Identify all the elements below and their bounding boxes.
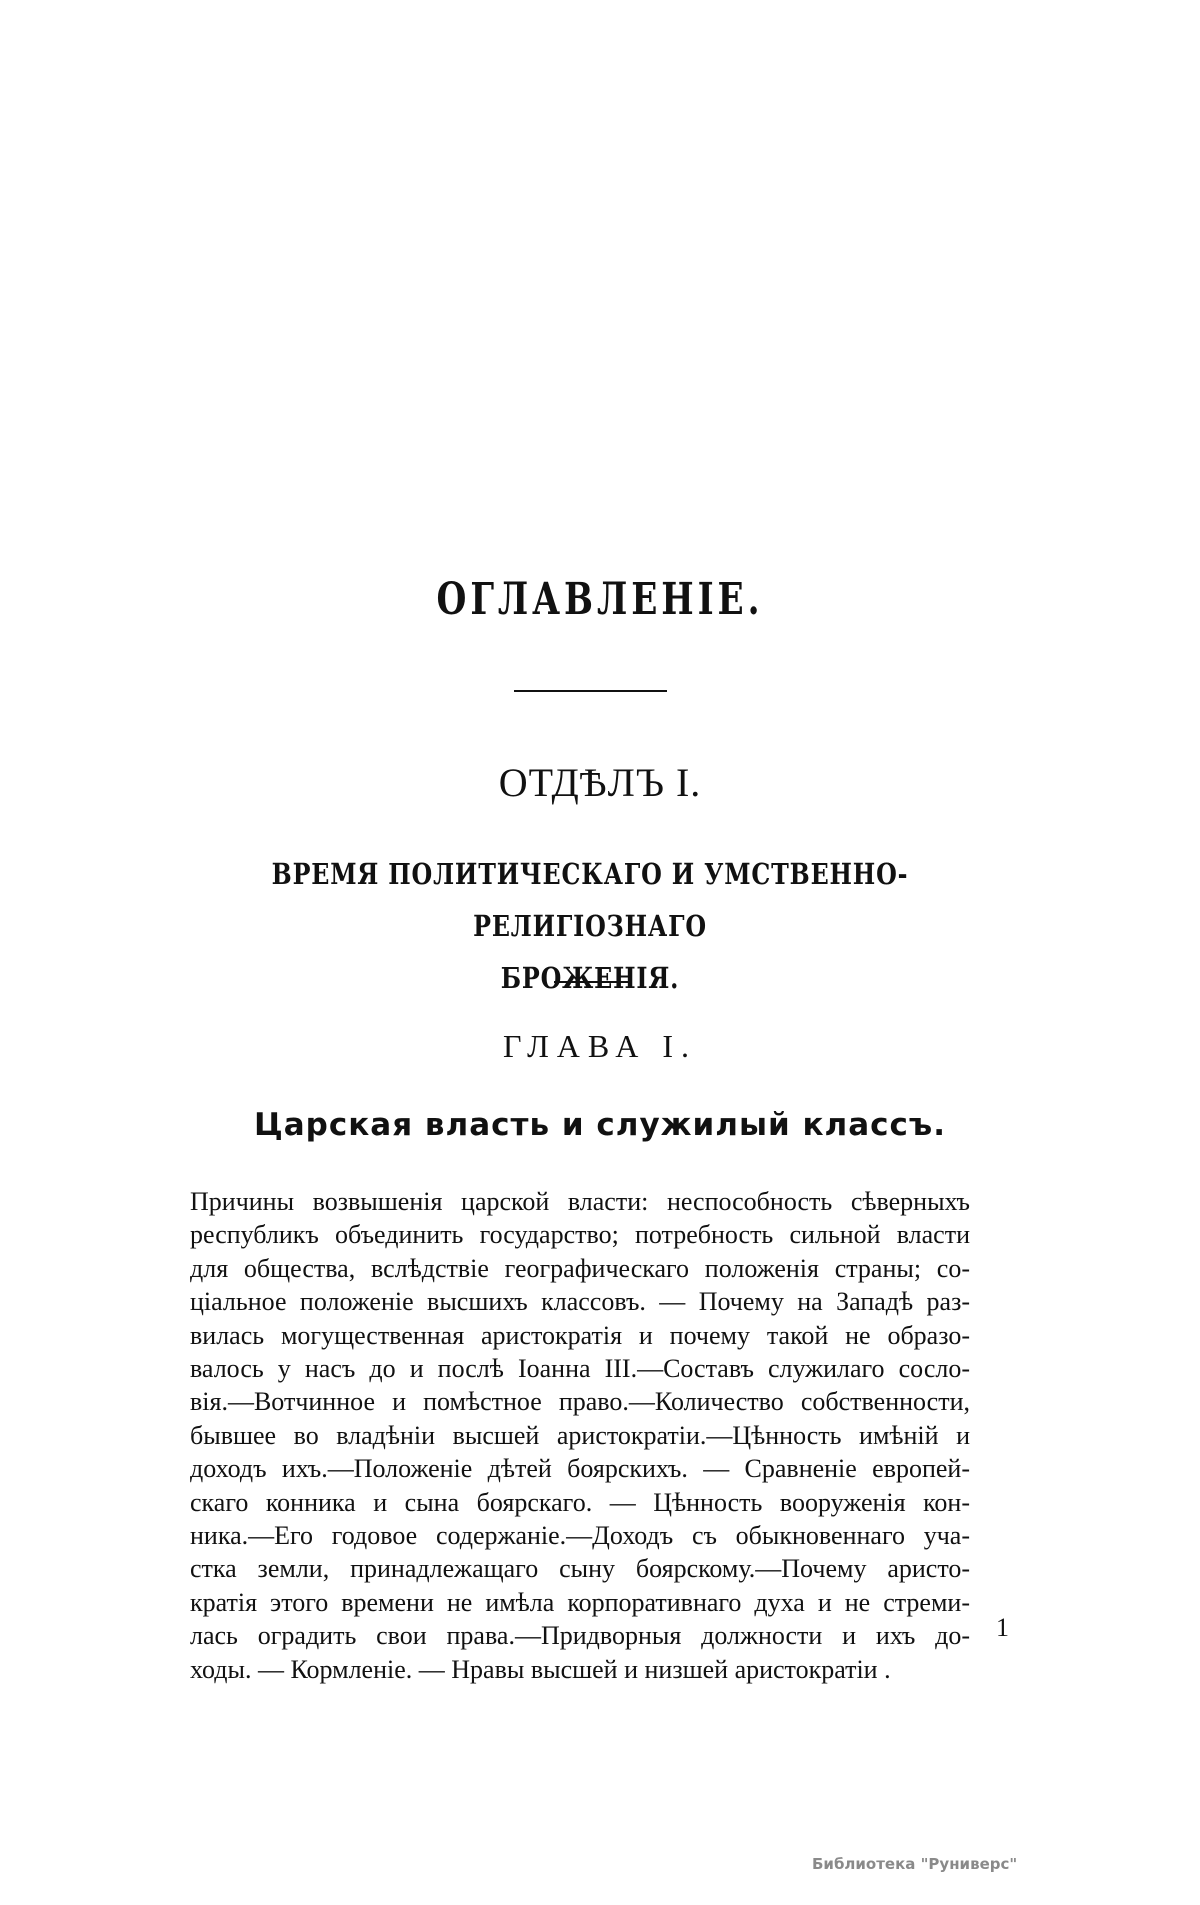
summary-line: республикъ объединить государство; потребность сильной власти (190, 1220, 970, 1250)
summary-line: кратія этого времени не имѣла корпоративнаго духа и не стреми- (190, 1587, 970, 1617)
section-heading: ОТДѢЛЪ I. (498, 760, 702, 805)
summary-line: для общества, вслѣдствіе географическаго положенія страны; со- (190, 1253, 970, 1283)
chapter-summary (190, 1185, 970, 1686)
summary-line: ходы. — Кормленіе. — Нравы высшей и низшей аристократіи . (190, 1654, 891, 1684)
summary-line: лась оградить свои права.—Придворныя должности и ихъ до- (190, 1621, 970, 1651)
chapter-heading: ГЛАВА I. (503, 1028, 697, 1064)
summary-line: бывшее во владѣніи высшей аристократіи.—Цѣнность имѣній и (190, 1420, 970, 1450)
summary-line: вилась могущественная аристократія и почему такой не образо- (190, 1320, 970, 1350)
summary-line: скаго конника и сына боярскаго. — Цѣнность вооруженія кон- (190, 1487, 970, 1517)
chapter-title: Царская власть и служилый классъ. (254, 1107, 946, 1143)
toc-title: ОГЛАВЛЕНІЕ. (436, 574, 764, 625)
summary-line: Причины возвышенія царской власти: неспособность сѣверныхъ (190, 1187, 970, 1216)
summary-line: доходъ ихъ.—Положеніе дѣтей боярскихъ. — Сравненіе европей- (190, 1454, 970, 1484)
divider-rule-short (554, 981, 628, 983)
library-watermark: Библиотека "Руниверс" (812, 1855, 1018, 1873)
summary-line: стка земли, принадлежащаго сыну боярскому.—Почему аристо- (190, 1554, 970, 1584)
summary-line: вія.—Вотчинное и помѣстное право.—Количество собственности, (190, 1387, 970, 1417)
section-subtitle-line: ВРЕМЯ ПОЛИТИЧЕСКАГО И УМСТВЕННО-РЕЛИГІОЗНАГО (271, 857, 909, 943)
page-number: 1 (996, 1613, 1009, 1642)
summary-line: ціальное положеніе высшихъ классовъ. — Почему на Западѣ раз- (190, 1287, 970, 1317)
divider-rule-top (514, 690, 667, 692)
section-subtitle-line: БРОЖЕНІЯ. (500, 961, 680, 995)
summary-line: ника.—Его годовое содержаніе.—Доходъ съ обыкновеннаго уча- (190, 1521, 970, 1551)
summary-line: валось у насъ до и послѣ Іоанна III.—Составъ служилаго сосло- (190, 1354, 970, 1384)
